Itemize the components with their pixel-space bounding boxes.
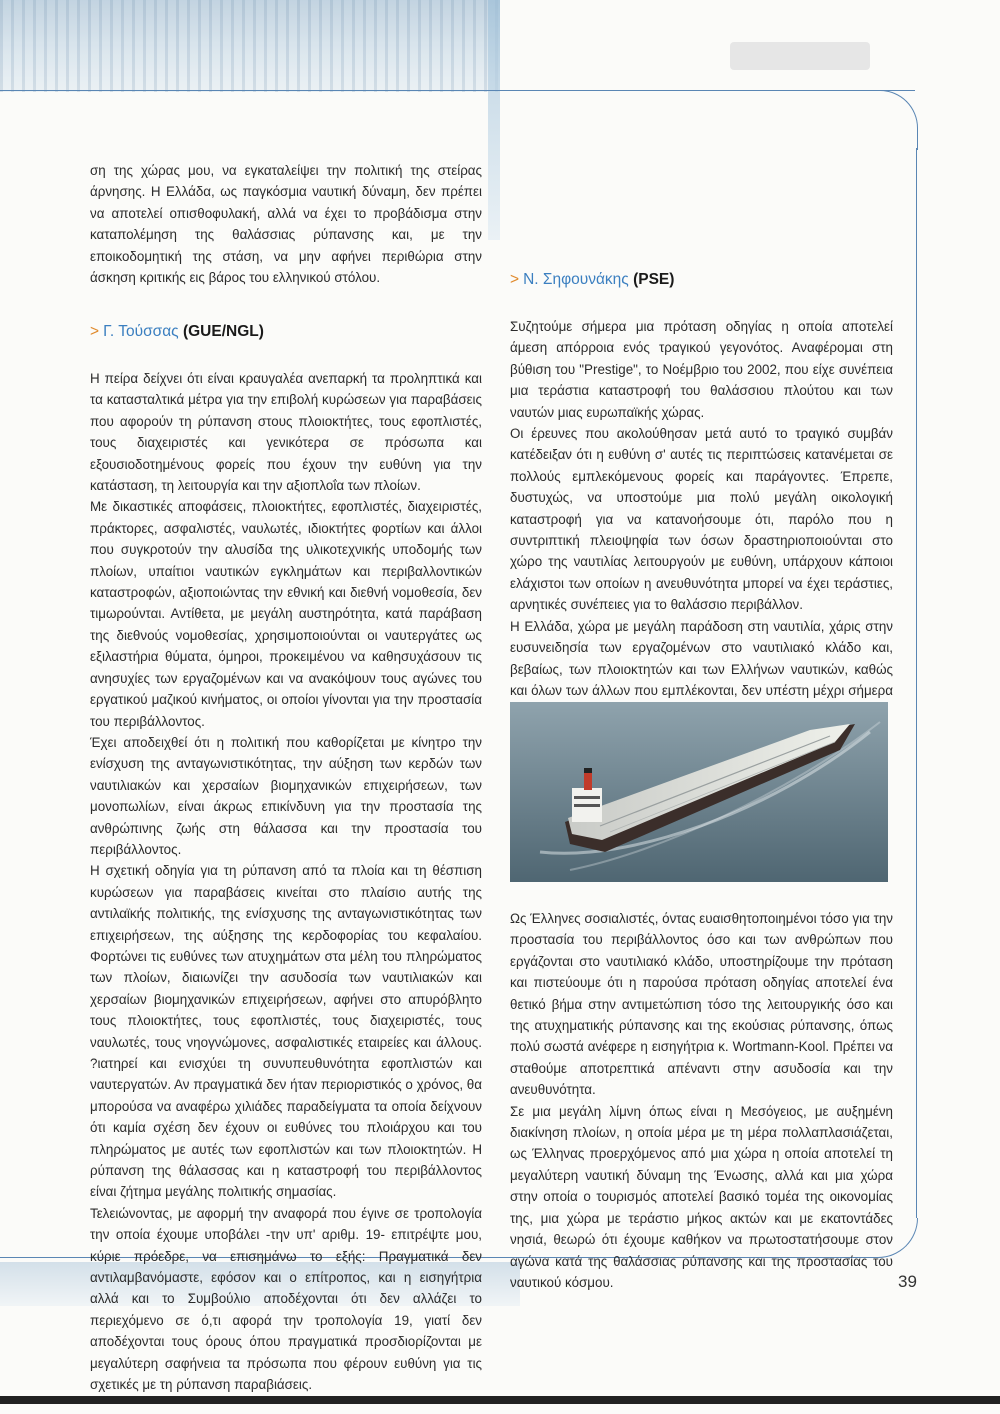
speech-paragraph: Οι έρευνες που ακολούθησαν μετά αυτό το τραγικό συμβάν κατέδειξαν ότι η ευθύνη σ' αυτές τις περιπτώσεις κατανέμεται σε πολλούς εμπλεκόμενους φορείς και παράγοντες. Έπρεπε, δυστυχώς, να υποστούμε μια πολύ μεγάλη οικολογική καταστροφή για να κατανοήσουμε ότι, παρόλο που η συντριπτική πλειοψηφία των όσων δραστηριοποιούνται στο χώρο της ναυτιλίας λειτουργούν με ευθύνη, υπάρχουν κάποιοι ελάχιστοι των οποίων η ανευθυνότητα μπορεί να έχει τεράστιες, αρνητικές συνέπειες για το θαλάσσιο περιβάλλον. bbox=[510, 426, 893, 613]
speech-paragraph: Η πείρα δείχνει ότι είναι κραυγαλέα ανεπαρκή τα προληπτικά και τα κατασταλτικά μέτρα για την επιβολή κυρώσεων για παραβάσεις που αφορούν τη ρύπανση στους πλοιοκτήτες, τους εφοπλιστές, τους διαχειριστές και γενικότερα σε πρόσωπα και εξουσιοδοτημένους φορείς που έχουν την ευθύνη για την κατάσταση, τη λειτουργία και την αξιοπλοΐα των πλοίων. bbox=[90, 371, 482, 494]
speaker-group: (GUE/NGL) bbox=[182, 323, 264, 340]
header-rule bbox=[0, 90, 915, 91]
page-number: 39 bbox=[898, 1272, 917, 1291]
right-margin-rule bbox=[916, 148, 917, 1218]
header-ghost-label bbox=[730, 42, 870, 70]
closing-paragraph: Σε μια μεγάλη λίμνη όπως είναι η Μεσόγειος, με αυξημένη διακίνηση πλοίων, η οποία μέρα με τη μέρα πολλαπλασιάζεται, ως Έλληνας προερχόμενος από μια χώρα η οποία αποτελεί τη μεγαλύτερη ναυτική δύναμη της Ένωσης, αλλά και μια χώρα στην οποία ο τουρισμός αποτελεί βασικό τομέα της οικονομίας της, μια χώρα με τεράστιο μήκος ακτών και με εκατοντάδες νησιά, θεωρώ ότι έχουμε καθήκον να πρωτοστατήσουμε στον αγώνα κατά της θαλάσσιας ρύπανσης και της προστασίας του ναυτικού κόσμου. bbox=[510, 1103, 893, 1290]
arrow-right-icon: > bbox=[510, 271, 520, 288]
intro-paragraph: ση της χώρας μου, να εγκαταλείψει την πολιτική της στείρας άρνησης. Η Ελλάδα, ως παγκόσμια ναυτική δύναμη, δεν πρέπει να αποτελεί οπισθοφυλακή, αλλά να έχει το προβάδισμα στην καταπολέμηση της θαλάσσιας ρύπανσης και, με την εποικοδομητική της στάση, να μην αφήνει περιθώρια στην άσκηση κριτικής εις βάρος του ελληνικού στόλου. bbox=[90, 163, 482, 286]
left-speech-text bbox=[90, 368, 482, 1396]
tanker-ship-photo bbox=[510, 702, 888, 882]
speaker-group: (PSE) bbox=[633, 271, 675, 288]
speaker-heading-sifounakis bbox=[510, 271, 674, 289]
closing-paragraph: Ως Έλληνες σοσιαλιστές, όντας ευαισθητοποιημένοι τόσο για την προστασία του περιβάλλοντος όσο και των ανθρώπων που εργάζονται στο ναυτιλιακό κλάδο, υποστηρίζουμε την πρόταση και πιστεύουμε ότι η παρούσα πρόταση οδηγίας αποτελεί ένα θετικό βήμα στην αντιμετώπιση τόσο της λειτουργικής όσο και της ατυχηματικής ρύπανσης και της εκούσιας ρύπανσης, όπως πολύ σωστά ανέφερε η εισηγήτρια κ. Wortmann-Kool. Πρέπει να σταθούμε αποτρεπτικά απέναντι στην ασυδοσία και την ανευθυνότητα. bbox=[510, 911, 893, 1098]
header-photo-strip-narrow bbox=[488, 0, 500, 240]
speech-paragraph: Με δικαστικές αποφάσεις, πλοιοκτήτες, εφοπλιστές, διαχειριστές, πράκτορες, ασφαλιστές, ναυλωτές, ιδιοκτήτες φορτίων και άλλοι που συγκροτούν την αλυσίδα της υλικοτεχνικής υποδομής των πλοίων, υπαίτιοι ναυτικών εγκλημάτων και περιβαλλοντικών καταστροφών, αξιοποιώντας την εθνική και διεθνή νομοθεσία, δεν τιμωρούνται. Αντίθετα, με μεγάλη αυστηρότητα, κατά παράβαση της διεθνούς νομοθεσίας, χρησιμοποιούνται οι ναυτεργάτες ως εξιλαστήρια θύματα, όμηροι, προκειμένου να καθησυχάσουν τις ανησυχίες των εργαζομένων και να ανακόψουν τους αγώνες του εργατικού μαζικού κινήματος, οι οποίοι γίνονται για την προστασία του περιβάλλοντος. bbox=[90, 499, 482, 729]
speaker-name: Ν. Σηφουνάκης bbox=[523, 271, 629, 288]
header-photo-strip bbox=[0, 0, 500, 92]
speech-paragraph: Η Ελλάδα, χώρα με μεγάλη παράδοση στη ναυτιλία, χάρις στην ευσυνειδησία των εργαζομένων στο ναυτιλιακό κλάδο και, βεβαίως, των πλοιοκτητών και των Ελλήνων ναυτικών, καθώς και όλων των άλλων που εμπλέκονται, δεν υπέστη μέχρι σήμερα bbox=[510, 618, 893, 698]
speaker-name: Γ. Τούσσας bbox=[103, 323, 179, 340]
speech-paragraph: Συζητούμε σήμερα μια πρόταση οδηγίας η οποία αποτελεί άμεση απόρροια ενός τραγικού γεγονότος. Αναφέρομαι στη βύθιση του "Prestige", το Νοέμβριο του 2002, που είχε συνέπεια μια τεράστια καταστροφή του θαλάσσιου πλούτου και των ναυτών μιας ευρωπαϊκής χώρας. bbox=[510, 319, 893, 420]
right-speech-text bbox=[510, 316, 893, 723]
speaker-heading-toussas bbox=[90, 323, 264, 341]
header-rule-corner bbox=[880, 90, 918, 150]
speech-paragraph: Τελειώνοντας, με αφορμή την αναφορά που έγινε σε τροπολογία την οποία έχουμε υποβάλει -την υπ' αριθμ. 19- επιτρέψτε μου, κύριε πρόεδρε, να επισημάνω το εξής: Πραγματικά δεν αντιλαμβανόμαστε, εφόσον και ο επίτροπος, και η εισηγήτρια αλλά και το Συμβούλιο αποδέχονται ότι δεν αλλάζει το περιεχόμενο σε ό,τι αφορά την τροπολογία 19, γιατί δεν αποδέχονται τους όρους όπου πραγματικά προσδιορίζονται με μεγαλύτερη σαφήνεια τα πρόσωπα που φέρουν ευθύνη για τις σχετικές με τη ρύπανση παραβιάσεις. bbox=[90, 1205, 482, 1393]
right-closing-text bbox=[510, 908, 893, 1293]
arrow-right-icon: > bbox=[90, 323, 100, 340]
scan-edge-bar bbox=[0, 1396, 1000, 1404]
left-intro-text bbox=[90, 160, 482, 288]
speech-paragraph: Η σχετική οδηγία για τη ρύπανση από τα πλοία και τη θέσπιση κυρώσεων για παραβάσεις κινείται στο πλαίσιο αυτής της αντιλαϊκής πολιτικής, της ενίσχυσης της ανταγωνιστικότητας των επιχειρήσεων, της αύξησης της κερδοφορίας του κεφαλαίου. Φορτώνει τις ευθύνες των ατυχημάτων στα μέλη του πληρώματος των πλοίων, διαιωνίζει την ασυδοσία των ναυτιλιακών και χερσαίων βιομηχανικών επιχειρήσεων, αφήνει στο απυρόβλητο τους πλοιοκτήτες, τους εφοπλιστές, τους διαχειριστές, τους ναυλωτές, τους νηογνώμονες, ασφαλιστικές εταιρείες και άλλους. ?ιατηρεί και ενισχύει τη συνυπευθυνότητα εφοπλιστών και ναυτεργατών. Αν πραγματικά δεν ήταν περιοριστικός ο χρόνος, θα μπορούσα να αναφέρω χιλιάδες παραδείγματα τα οποία δείχνουν ότι καμία σχέση δεν έχουν οι ευθύνες του πλοιάρχου και του πληρώματος με αυτές των εφοπλιστών και των πλοιοκτητών. Η ρύπανση της θάλασσας και η καταστροφή του περιβάλλοντος είναι ζήτημα μεγάλης πολιτικής σημασίας. bbox=[90, 863, 482, 1200]
speech-paragraph: Έχει αποδειχθεί ότι η πολιτική που καθορίζεται με κίνητρο την ενίσχυση της ανταγωνιστικότητας, την αύξηση των κερδών των ναυτιλιακών και χερσαίων βιομηχανικών επιχειρήσεων, των μονοπωλίων, είναι άκρως επικίνδυνη για την προστασία της ανθρώπινης ζωής στη θάλασσα και την προστασία του περιβάλλοντος. bbox=[90, 734, 482, 857]
